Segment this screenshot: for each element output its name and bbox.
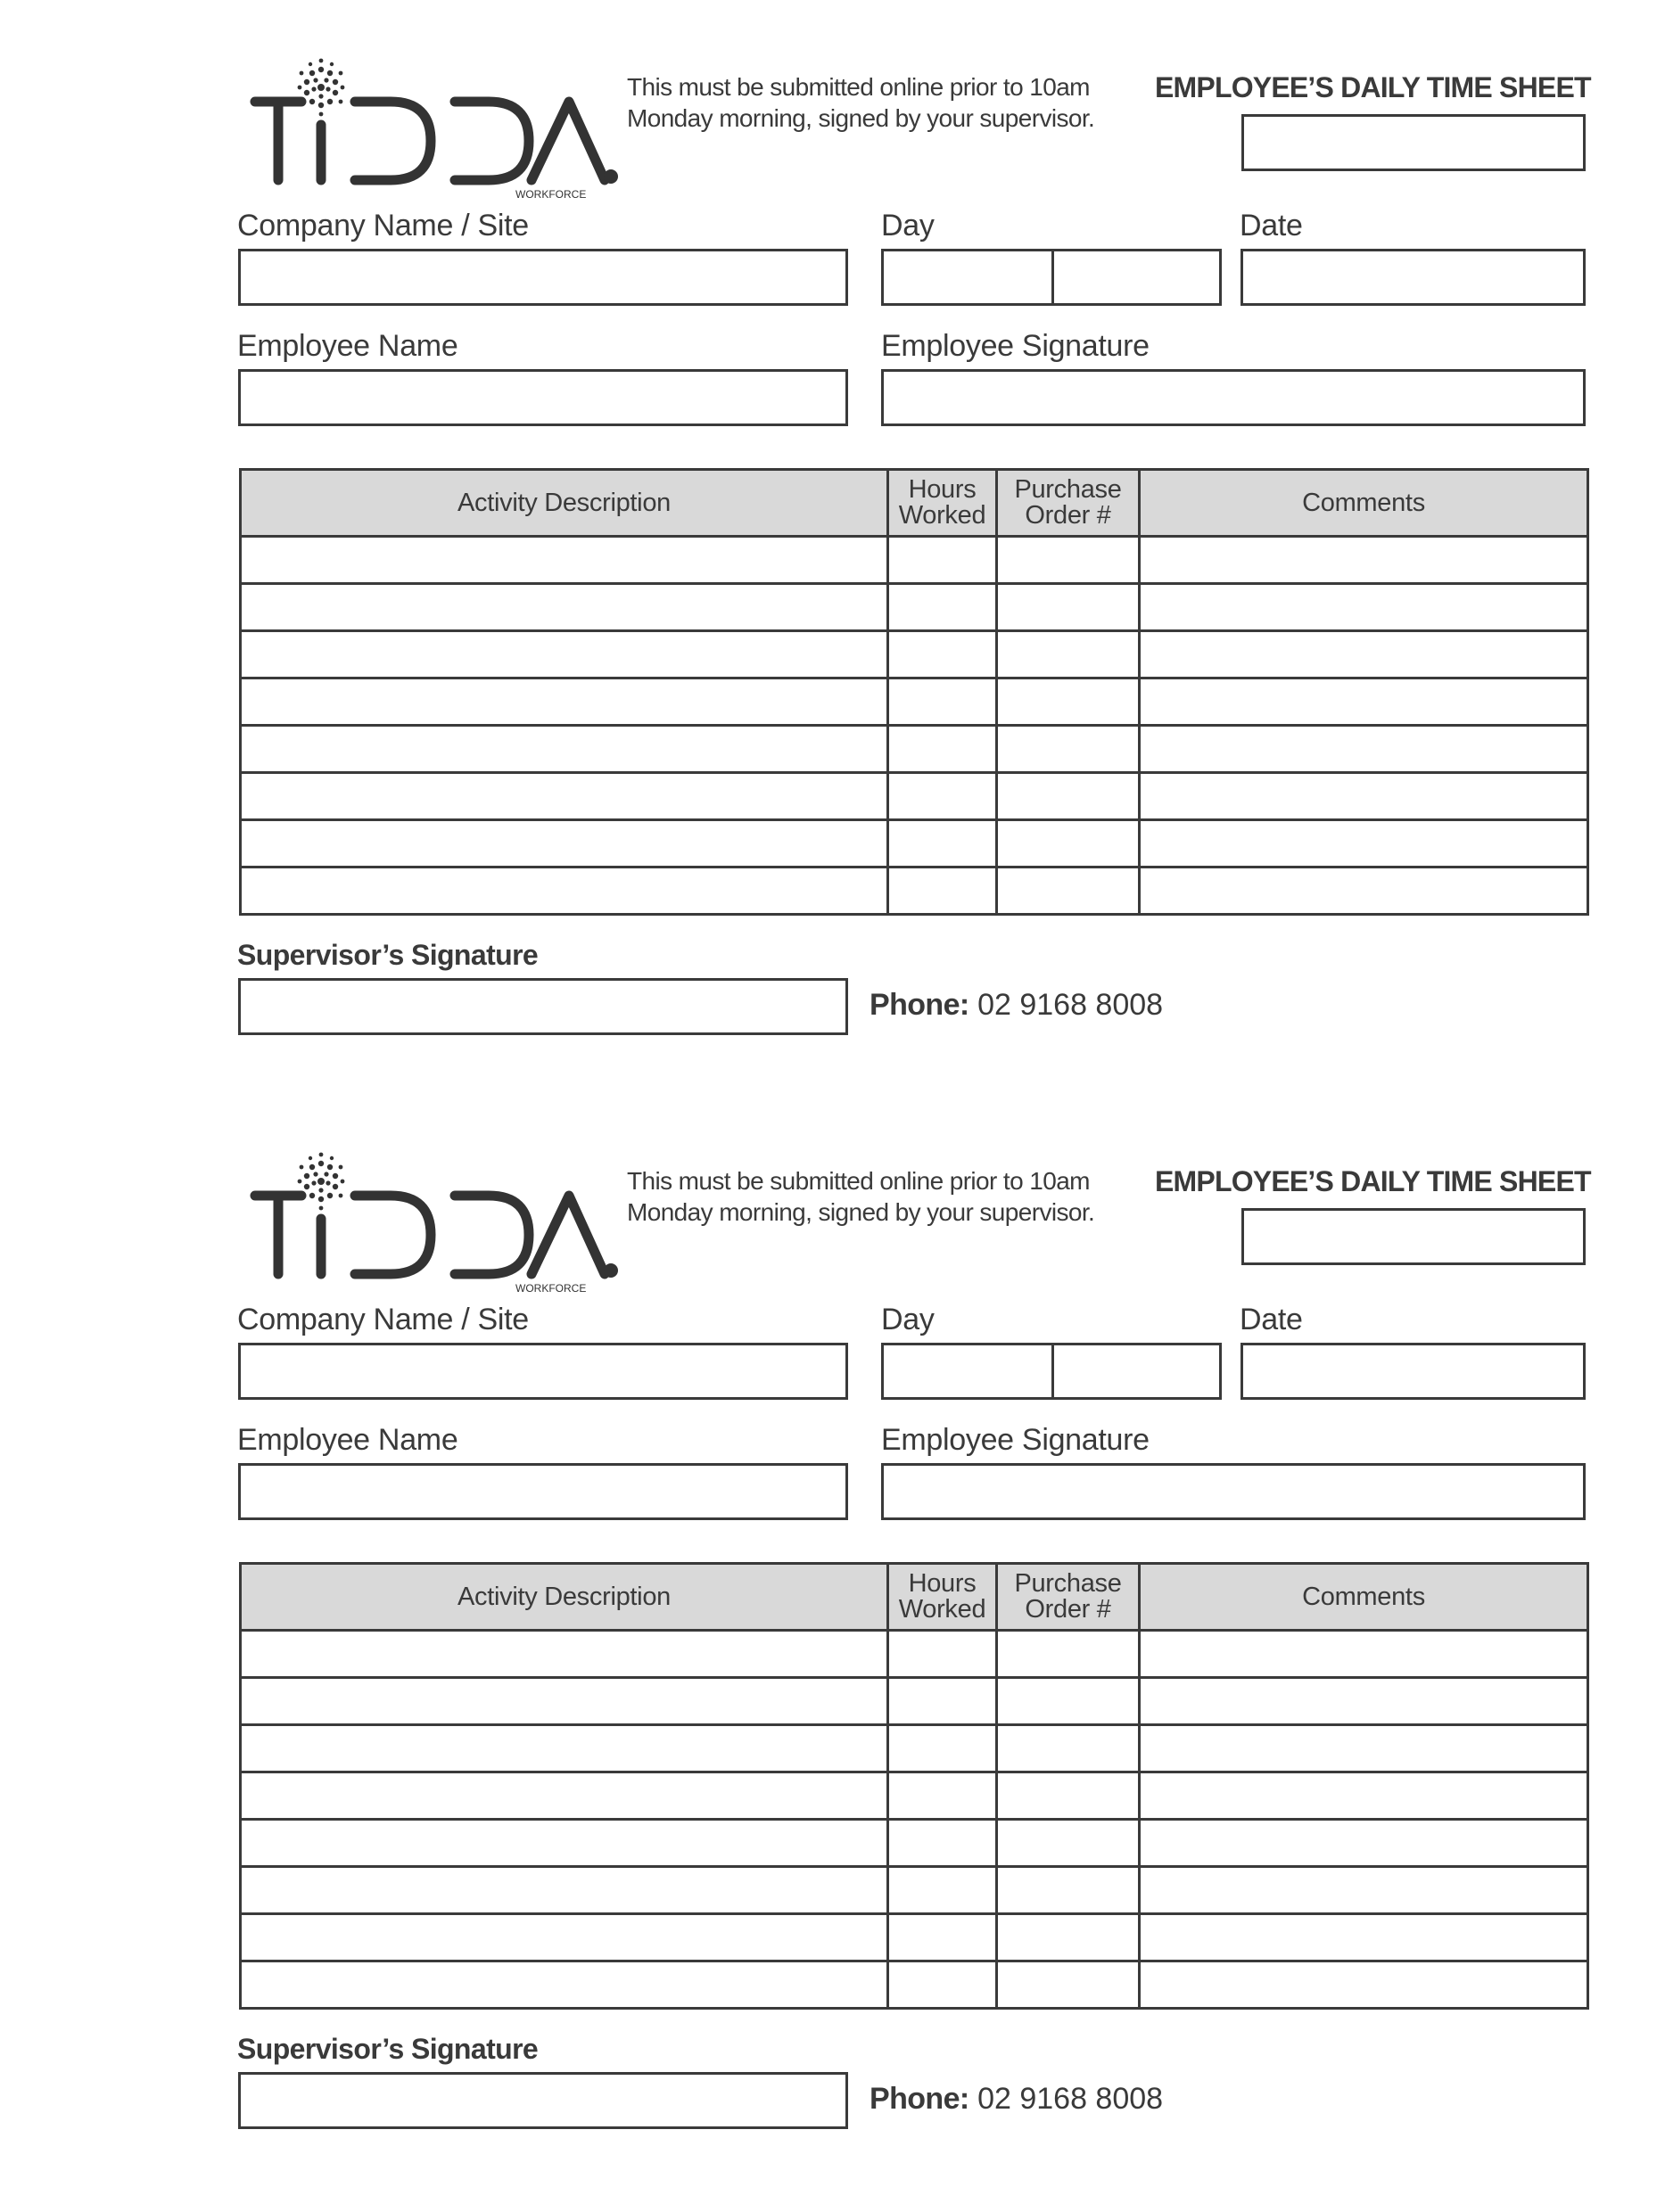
po-cell[interactable] [997,773,1140,820]
table-row [241,726,1588,773]
hours-cell[interactable] [888,820,997,868]
phone-label: Phone: [870,2082,969,2116]
hours-cell[interactable] [888,678,997,726]
hours-cell[interactable] [888,584,997,631]
table-row [241,1867,1588,1914]
table-row [241,820,1588,868]
hours-cell[interactable] [888,631,997,678]
activity-table [239,468,1589,916]
hours-cell[interactable] [888,1914,997,1961]
po-header-text: Purchase Order # [1014,475,1122,530]
activity-description-header: Activity Description [241,470,888,537]
comments-cell[interactable] [1140,537,1588,584]
activity-cell[interactable] [241,584,888,631]
po-cell[interactable] [997,584,1140,631]
po-cell[interactable] [997,537,1140,584]
employee-name-label: Employee Name [237,329,458,363]
day-field-2[interactable] [1051,1343,1222,1400]
timesheet-form-2 [0,1094,1665,2200]
day-field-1[interactable] [881,249,1054,306]
po-cell[interactable] [997,1961,1140,2009]
comments-header: Comments [1140,1564,1588,1631]
table-row [241,631,1588,678]
phone-contact [870,2082,1163,2117]
hours-cell[interactable] [888,1867,997,1914]
activity-cell[interactable] [241,537,888,584]
comments-cell[interactable] [1140,631,1588,678]
hours-cell[interactable] [888,1725,997,1772]
employee-signature-label: Employee Signature [881,329,1150,363]
po-cell[interactable] [997,1772,1140,1820]
table-row [241,1678,1588,1725]
supervisor-signature-label: Supervisor’s Signature [237,2033,539,2065]
company-label: Company Name / Site [237,209,529,243]
comments-cell[interactable] [1140,1914,1588,1961]
comments-cell[interactable] [1140,820,1588,868]
table-row [241,1820,1588,1867]
date-field[interactable] [1241,1343,1586,1400]
po-cell[interactable] [997,868,1140,915]
phone-contact [870,988,1163,1023]
activity-cell[interactable] [241,1914,888,1961]
submission-notice [627,71,1126,134]
po-cell[interactable] [997,1725,1140,1772]
activity-cell[interactable] [241,1961,888,2009]
hours-cell[interactable] [888,726,997,773]
date-field[interactable] [1241,249,1586,306]
company-field[interactable] [238,249,848,306]
tidda-logo [248,46,622,202]
comments-cell[interactable] [1140,678,1588,726]
sheet-title: EMPLOYEE’S DAILY TIME SHEET [1155,71,1591,103]
notice-line-1: This must be submitted online prior to 10am [627,73,1090,101]
po-cell[interactable] [997,1914,1140,1961]
comments-cell[interactable] [1140,1678,1588,1725]
notice-line-2: Monday morning, signed by your supervisor. [627,1198,1095,1226]
comments-cell[interactable] [1140,1820,1588,1867]
table-row [241,678,1588,726]
table-row [241,584,1588,631]
po-header-text: Purchase Order # [1014,1569,1122,1624]
hours-cell[interactable] [888,868,997,915]
employee-name-label: Employee Name [237,1423,458,1457]
activity-cell[interactable] [241,868,888,915]
sheet-id-field[interactable] [1241,1208,1586,1265]
activity-cell[interactable] [241,631,888,678]
submission-notice [627,1165,1126,1228]
company-label: Company Name / Site [237,1303,529,1336]
activity-cell[interactable] [241,1631,888,1678]
day-label: Day [881,1303,935,1336]
activity-cell[interactable] [241,1678,888,1725]
hours-cell[interactable] [888,1961,997,2009]
table-row [241,773,1588,820]
comments-cell[interactable] [1140,584,1588,631]
day-field-1[interactable] [881,1343,1054,1400]
company-field[interactable] [238,1343,848,1400]
phone-number: 02 9168 8008 [977,988,1164,1022]
hours-worked-header [888,1564,997,1631]
activity-cell[interactable] [241,773,888,820]
phone-number: 02 9168 8008 [977,2082,1164,2116]
po-cell[interactable] [997,678,1140,726]
comments-cell[interactable] [1140,1772,1588,1820]
hours-cell[interactable] [888,1678,997,1725]
phone-label: Phone: [870,988,969,1022]
tidda-logo [248,1140,622,1296]
comments-cell[interactable] [1140,773,1588,820]
comments-cell[interactable] [1140,1631,1588,1678]
table-row [241,1725,1588,1772]
hours-cell[interactable] [888,1772,997,1820]
po-cell[interactable] [997,1678,1140,1725]
logo-subtext: WORKFORCE [515,1282,587,1295]
day-label: Day [881,209,935,243]
comments-cell[interactable] [1140,868,1588,915]
notice-line-2: Monday morning, signed by your supervisor. [627,104,1095,132]
notice-line-1: This must be submitted online prior to 10am [627,1167,1090,1195]
supervisor-signature-label: Supervisor’s Signature [237,939,539,971]
purchase-order-header [997,470,1140,537]
po-cell[interactable] [997,631,1140,678]
purchase-order-header [997,1564,1140,1631]
hours-header-text: Hours Worked [898,1569,986,1624]
comments-cell[interactable] [1140,1961,1588,2009]
po-cell[interactable] [997,820,1140,868]
table-row [241,868,1588,915]
date-label: Date [1240,209,1303,243]
activity-table [239,1562,1589,2010]
comments-cell[interactable] [1140,1867,1588,1914]
hours-cell[interactable] [888,1820,997,1867]
activity-cell[interactable] [241,1867,888,1914]
employee-name-field[interactable] [238,369,848,426]
po-cell[interactable] [997,1867,1140,1914]
comments-header: Comments [1140,470,1588,537]
logo-graphic [248,1140,622,1296]
po-cell[interactable] [997,726,1140,773]
employee-signature-label: Employee Signature [881,1423,1150,1457]
activity-cell[interactable] [241,1725,888,1772]
table-row [241,1914,1588,1961]
activity-description-header: Activity Description [241,1564,888,1631]
employee-signature-field[interactable] [881,369,1586,426]
hours-cell[interactable] [888,773,997,820]
table-row [241,537,1588,584]
day-field-2[interactable] [1051,249,1222,306]
activity-cell[interactable] [241,1820,888,1867]
activity-cell[interactable] [241,726,888,773]
comments-cell[interactable] [1140,726,1588,773]
logo-graphic [248,46,622,202]
table-header-row [241,470,1588,537]
supervisor-signature-field[interactable] [238,978,848,1035]
table-row [241,1631,1588,1678]
hours-worked-header [888,470,997,537]
logo-subtext: WORKFORCE [515,188,587,201]
hours-header-text: Hours Worked [898,475,986,530]
employee-name-field[interactable] [238,1463,848,1520]
po-cell[interactable] [997,1820,1140,1867]
supervisor-signature-field[interactable] [238,2072,848,2129]
comments-cell[interactable] [1140,1725,1588,1772]
activity-cell[interactable] [241,820,888,868]
po-cell[interactable] [997,1631,1140,1678]
activity-cell[interactable] [241,1772,888,1820]
employee-signature-field[interactable] [881,1463,1586,1520]
activity-cell[interactable] [241,678,888,726]
hours-cell[interactable] [888,537,997,584]
sheet-id-field[interactable] [1241,114,1586,171]
date-label: Date [1240,1303,1303,1336]
table-header-row [241,1564,1588,1631]
table-row [241,1772,1588,1820]
sheet-title: EMPLOYEE’S DAILY TIME SHEET [1155,1165,1591,1197]
table-row [241,1961,1588,2009]
hours-cell[interactable] [888,1631,997,1678]
